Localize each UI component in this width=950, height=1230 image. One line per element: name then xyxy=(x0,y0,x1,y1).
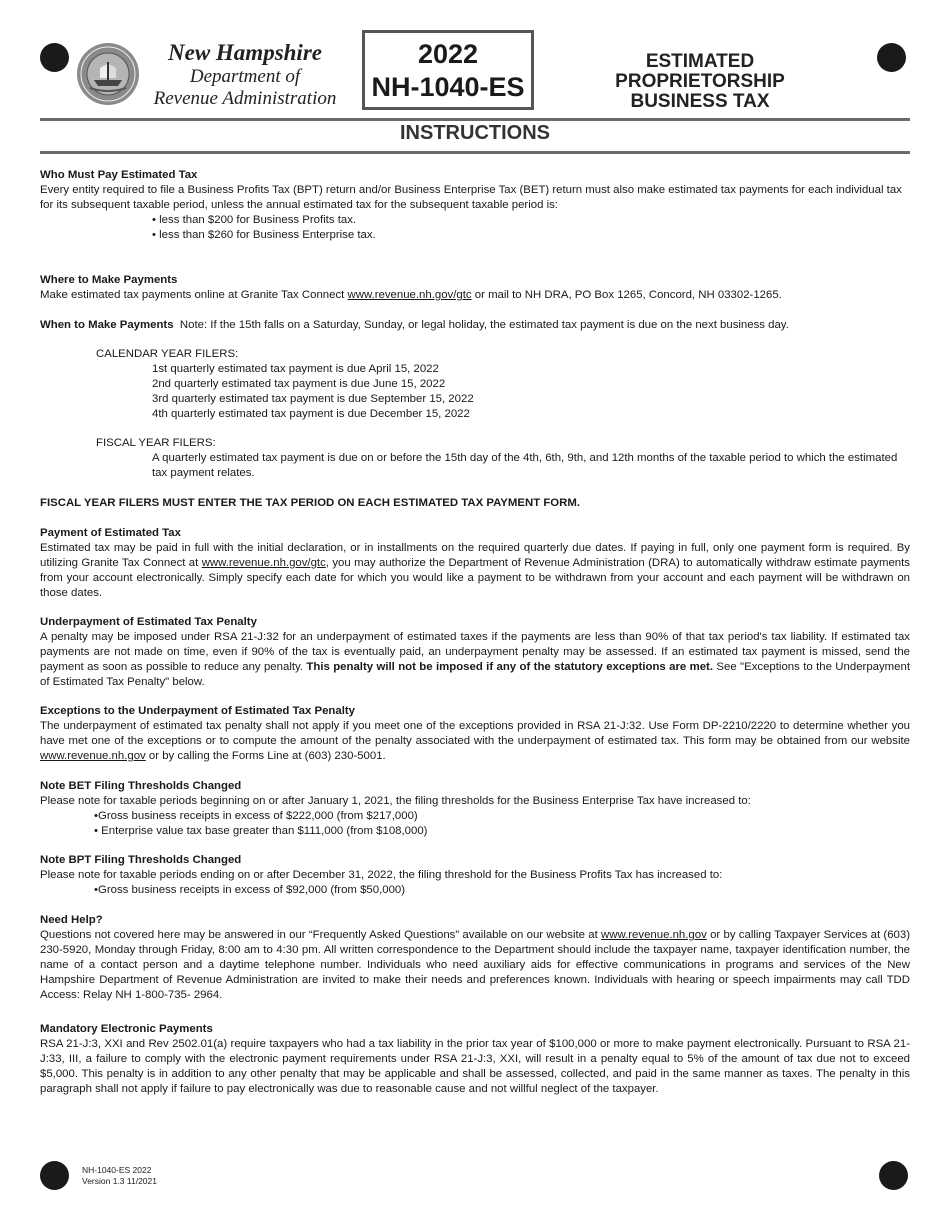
calendar-item: 1st quarterly estimated tax payment is due April 15, 2022 xyxy=(152,363,439,375)
revenue-link[interactable]: www.revenue.nh.gov xyxy=(601,929,707,941)
gtc-link[interactable]: www.revenue.nh.gov/gtc xyxy=(347,289,472,301)
agency-name xyxy=(140,40,350,110)
text-segment: or mail to NH DRA, PO Box 1265, Concord, NH 03302-1265. xyxy=(471,289,782,301)
mandatory-section xyxy=(40,1022,910,1097)
form-number: NH-1040-ES xyxy=(371,72,525,102)
mandatory-heading: Mandatory Electronic Payments xyxy=(40,1023,213,1035)
fiscal-text: A quarterly estimated tax payment is due on or before the 15th day of the 4th, 6th, 9th, and 12th months of the taxable period to which the estimated tax payment relates. xyxy=(152,452,898,479)
registration-mark-top-left xyxy=(40,43,69,72)
state-seal-icon xyxy=(76,42,140,106)
when-to-pay-heading: When to Make Payments xyxy=(40,319,174,331)
when-to-pay-line xyxy=(40,318,910,333)
footer xyxy=(82,1165,157,1187)
bet-text: Please note for taxable periods beginning on or after January 1, 2021, the filing thresholds for the Business Enterprise Tax have increased to: xyxy=(40,795,751,807)
header-rule-bottom xyxy=(40,151,910,154)
gtc-link[interactable]: www.revenue.nh.gov/gtc xyxy=(201,557,326,569)
bet-heading: Note BET Filing Thresholds Changed xyxy=(40,780,242,792)
section-title: INSTRUCTIONS xyxy=(400,122,550,144)
exceptions-heading: Exceptions to the Underpayment of Estimated Tax Penalty xyxy=(40,705,355,717)
text-bold: This penalty will not be imposed if any of the statutory exceptions are met. xyxy=(306,661,714,673)
who-must-pay-text: Every entity required to file a Business Profits Tax (BPT) return and/or Business Enterprise Tax (BET) return must also make estimated tax payments for each individual tax for its subsequent taxable period, unless the annual estimated tax for the subsequent taxable period is: xyxy=(40,184,902,211)
help-text xyxy=(40,928,910,1003)
form-id-box xyxy=(362,30,534,110)
text-segment: or by calling Taxpayer Services at (603) 230-5920, Monday through Friday, 8:00 am to 4:30 pm. All written correspondence to the Department should include the taxpayer name, taxpayer identification number, the name of a contact person and a daytime telephone number. Individuals who need auxiliary aids for effective communications in programs and services of the New Hampshire Department of Revenue Administration are invited to make their needs and preferences known. Individuals with hearing or speech impairments may call TDD Access: Relay NH 1-800-735- 2964. xyxy=(40,929,910,1001)
where-to-pay-heading: Where to Make Payments xyxy=(40,274,178,286)
text-segment: Make estimated tax payments online at Granite Tax Connect xyxy=(40,289,348,301)
calendar-item: 2nd quarterly estimated tax payment is due June 15, 2022 xyxy=(152,378,446,390)
bullet-item: •Gross business receipts in excess of $222,000 (from $217,000) xyxy=(94,810,418,822)
text-segment: , you may authorize the Department of Revenue Administration (DRA) to automatically withdraw estimate payments from your account electronically. Simply specify each date for which you would like a payment to be withdrawn from your account and each payment will be withdrawn on those dates. xyxy=(40,557,910,599)
where-to-pay-section xyxy=(40,273,910,303)
underpayment-text xyxy=(40,630,910,690)
text-segment: The underpayment of estimated tax penalty shall not apply if you meet one of the exceptions provided in RSA 21-J:32. Use Form DP-2210/2220 to determine whether you have met one of the exceptions or to compute the amount of the penalty associated with the underpayment of estimated tax. This form may be obtained from our website xyxy=(40,720,910,747)
fiscal-label: FISCAL YEAR FILERS: xyxy=(96,437,216,449)
registration-mark-top-right xyxy=(877,43,906,72)
calendar-label: CALENDAR YEAR FILERS: xyxy=(96,348,239,360)
tax-title-line-1: ESTIMATED xyxy=(645,51,755,72)
exceptions-text xyxy=(40,719,910,764)
text-segment: See "Exceptions to the Underpayment of Estimated Tax Penalty" below. xyxy=(40,661,911,688)
agency-line-2: Department of xyxy=(189,66,301,87)
help-section xyxy=(40,913,910,1003)
when-to-pay-note: Note: If the 15th falls on a Saturday, Sunday, or legal holiday, the estimated tax payment is due on the next business day. xyxy=(179,319,789,331)
who-must-pay-heading: Who Must Pay Estimated Tax xyxy=(40,169,198,181)
exceptions-section xyxy=(40,704,910,764)
calendar-item: 4th quarterly estimated tax payment is due December 15, 2022 xyxy=(152,408,470,420)
header-rule-top xyxy=(40,118,910,121)
fiscal-filers-section xyxy=(40,436,910,481)
bpt-text: Please note for taxable periods ending on or after December 31, 2022, the filing threshold for the Business Profits Tax has increased to: xyxy=(40,869,723,881)
footer-version: Version 1.3 11/2021 xyxy=(82,1176,157,1186)
tax-title xyxy=(600,52,800,112)
bpt-thresholds-section xyxy=(40,853,910,898)
payment-text xyxy=(40,541,910,601)
form-year: 2022 xyxy=(417,39,479,69)
calendar-item: 3rd quarterly estimated tax payment is due September 15, 2022 xyxy=(152,393,474,405)
bet-thresholds-section xyxy=(40,779,910,839)
footer-form-id: NH-1040-ES 2022 xyxy=(82,1165,152,1175)
mandatory-text: RSA 21-J:3, XXI and Rev 2502.01(a) require taxpayers who had a tax liability in the prior tax year of $100,000 or more to make payment electronically. Pursuant to RSA 21-J:33, III, a failure to comply with the electronic payment requirements under RSA 21-J:3, XXI, will result in a penalty equal to 5% of the amount of tax due not to exceed $5,000. This penalty is in addition to any other penalty that may be applicable and shall be assessed, collected, and paid in the same manner as taxes. The penalty in this paragraph shall not apply if failure to pay electronically was due to reasonable cause and not willful neglect of the taxpayer. xyxy=(40,1038,910,1095)
registration-mark-bottom-right xyxy=(879,1161,908,1190)
tax-title-line-2: PROPRIETORSHIP xyxy=(615,71,785,92)
bpt-heading: Note BPT Filing Thresholds Changed xyxy=(40,854,242,866)
agency-line-3: Revenue Administration xyxy=(153,88,337,109)
tax-title-line-3: BUSINESS TAX xyxy=(630,91,770,112)
fiscal-notice: FISCAL YEAR FILERS MUST ENTER THE TAX PERIOD ON EACH ESTIMATED TAX PAYMENT FORM. xyxy=(40,497,581,509)
text-segment: or by calling the Forms Line at (603) 230-5001. xyxy=(145,750,386,762)
revenue-link[interactable]: www.revenue.nh.gov xyxy=(40,750,146,762)
payment-section xyxy=(40,526,910,601)
bullet-item: • less than $200 for Business Profits tax. xyxy=(152,214,357,226)
agency-line-1: New Hampshire xyxy=(168,40,322,65)
who-must-pay-section xyxy=(40,168,910,243)
help-heading: Need Help? xyxy=(40,914,103,926)
text-segment: Estimated tax may be paid in full with the initial declaration, or in installments on the required quarterly due dates. If paying in full, only one payment form is required. By utilizing Granite Tax Connect at xyxy=(40,542,910,569)
bullet-item: • Enterprise value tax base greater than $111,000 (from $108,000) xyxy=(94,825,428,837)
underpayment-heading: Underpayment of Estimated Tax Penalty xyxy=(40,616,257,628)
calendar-filers-section xyxy=(40,347,910,422)
text-segment: A penalty may be imposed under RSA 21-J:32 for an underpayment of estimated taxes if the payments are less than 90% of that tax period's tax liability. If estimated tax payments are not made on time, even if 90% of the tax is eventually paid, an underpayment penalty may be assessed. If an estimated tax payment is missed, send the payment as soon as possible to reduce any penalty. xyxy=(40,631,910,673)
registration-mark-bottom-left xyxy=(40,1161,69,1190)
bullet-item: •Gross business receipts in excess of $92,000 (from $50,000) xyxy=(94,884,406,896)
underpayment-section xyxy=(40,615,910,690)
where-to-pay-text xyxy=(40,288,910,303)
when-to-pay-section xyxy=(40,318,910,333)
text-segment: Questions not covered here may be answered in our “Frequently Asked Questions” available on our website at xyxy=(40,929,602,941)
payment-heading: Payment of Estimated Tax xyxy=(40,527,181,539)
bullet-item: • less than $260 for Business Enterprise tax. xyxy=(152,229,376,241)
